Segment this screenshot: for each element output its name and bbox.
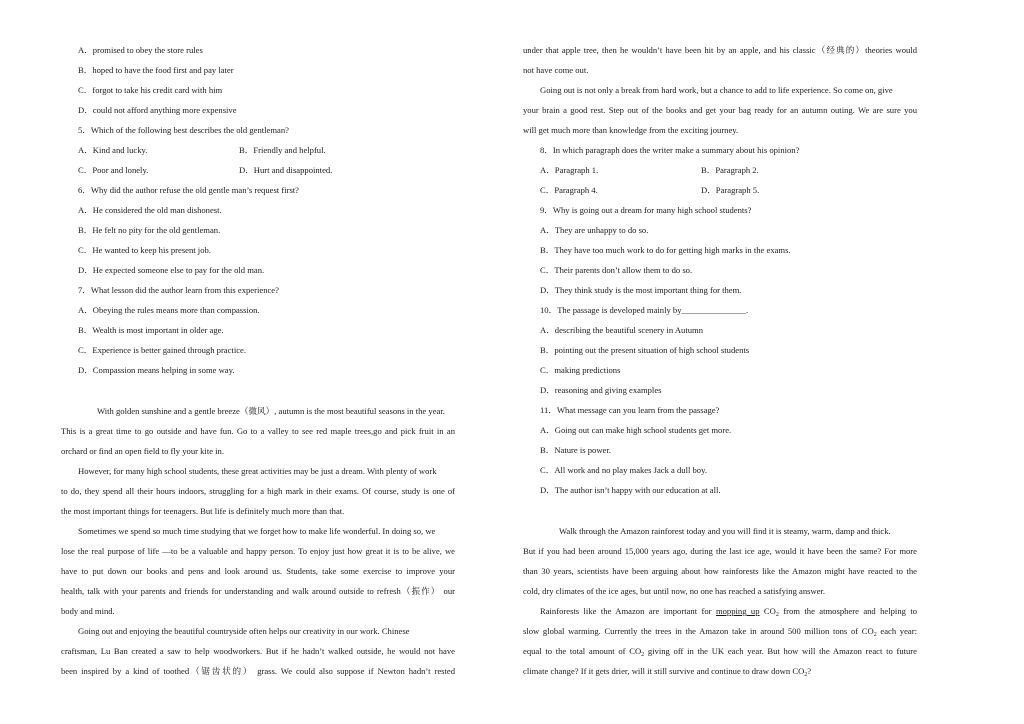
passage-line: body and mind.	[61, 606, 115, 616]
passage2-line	[523, 625, 917, 637]
passage-line: craftsman, Lu Ban created a saw to help woodworkers. But if he hadn’t walked outside, he would not have	[61, 646, 455, 656]
passage-line: However, for many high school students, these great activities may be just a dream. With plenty of work	[78, 466, 437, 476]
q10-answer-blank: _______________.	[681, 305, 749, 315]
passage-line: will get much more than knowledge from the exciting journey.	[523, 125, 739, 135]
passage2-text: from the atmosphere and helping to	[778, 606, 918, 616]
q9-option-a: A．They are unhappy to do so.	[540, 225, 649, 235]
passage2-line	[523, 605, 917, 617]
mopping-up-underlined: mopping up	[715, 606, 760, 616]
passage-line: Going out and enjoying the beautiful countryside often helps our creativity in our work. Chinese	[78, 626, 410, 636]
passage-line: Going out is not only a break from hard work, but a chance to add to life experience. So come on, give	[540, 85, 893, 95]
passage2-text: CO	[759, 606, 776, 616]
q8-option-d: D．Paragraph 5.	[701, 185, 760, 195]
q6-option-c: C．He wanted to keep his present job.	[78, 245, 211, 255]
passage2-line: Walk through the Amazon rainforest today and you will find it is steamy, warm, damp and thick.	[559, 526, 891, 536]
passage-line: lose the real purpose of life —to be a valuable and happy person. To enjoy just how great it is to be alive, we	[61, 546, 455, 556]
q10-option-a: A．describing the beautiful scenery in Autumn	[540, 325, 704, 335]
q7-option-b: B．Wealth is most important in older age.	[78, 325, 224, 335]
q8-option-a: A．Paragraph 1.	[540, 165, 599, 175]
q8-option-c: C．Paragraph 4.	[540, 185, 598, 195]
passage-line: to do, they spend all their hours indoors, struggling for a high mark in their exams. Of course, study is one of	[61, 486, 455, 496]
q10-question-text: 10．The passage is developed mainly by	[540, 305, 682, 315]
passage2-text: giving off in the UK each year. But how will the Amazon react to future	[644, 646, 917, 656]
passage-line: been inspired by a kind of toothed（锯齿状的） grass. We could also suppose if Newton hadn’t rested	[61, 666, 455, 676]
passage2-text: slow global warming. Currently the trees in the Amazon take in around 500 million tons of CO	[523, 626, 874, 636]
passage-line: not have come out.	[523, 65, 589, 75]
q5-option-b: B．Friendly and helpful.	[239, 145, 326, 155]
passage2-line	[523, 645, 917, 657]
passage2-line	[523, 665, 811, 677]
passage-line: This is a great time to go outside and have fun. Go to a valley to see red maple trees,go and pick fruit in an	[61, 426, 455, 436]
passage-line: under that apple tree, then he wouldn’t have been hit by an apple, and his classic（经典的）theories would	[523, 45, 917, 55]
passage-line: health, talk with your parents and friends for understanding and walk around outside to refresh（振作） our	[61, 586, 455, 596]
co2-subscript: 2	[804, 672, 808, 678]
passage-line: the most important things for teenagers. But life is definitely much more than that.	[61, 506, 345, 516]
q8-option-b: B．Paragraph 2.	[701, 165, 759, 175]
passage-line: your brain a good rest. Step out of the books and get your bag ready for an autumn outing. We are sure you	[523, 105, 917, 115]
q11-option-d: D．The author isn’t happy with our education at all.	[540, 485, 721, 495]
q6-option-d: D．He expected someone else to pay for the old man.	[78, 265, 265, 275]
q5-option-a: A．Kind and lucky.	[78, 145, 148, 155]
q5-option-d: D．Hurt and disappointed.	[239, 165, 333, 175]
q7-question: 7．What lesson did the author learn from this experience?	[78, 285, 279, 295]
passage2-text: Rainforests like the Amazon are important for	[540, 606, 716, 616]
q10-option-b: B．pointing out the present situation of high school students	[540, 345, 750, 355]
q4-option-b: B．hoped to have the food first and pay later	[78, 65, 234, 75]
passage2-text: climate change? If it gets drier, will it still survive and continue to draw down CO	[523, 666, 805, 676]
q7-option-a: A．Obeying the rules means more than compassion.	[78, 305, 260, 315]
passage2-line: cold, dry climates of the ice ages, but until now, no one has reached a satisfying answer.	[523, 586, 826, 596]
passage-line: have to put down our books and pens and look around us. Students, take some exercise to improve your	[61, 566, 455, 576]
co2-subscript: 2	[775, 612, 779, 618]
q11-option-a: A．Going out can make high school students get more.	[540, 425, 732, 435]
q10-option-d: D．reasoning and giving examples	[540, 385, 662, 395]
q9-option-b: B．They have too much work to do for getting high marks in the exams.	[540, 245, 791, 255]
passage-line: Sometimes we spend so much time studying that we forget how to make life wonderful. In doing so, we	[78, 526, 436, 536]
q11-question: 11．What message can you learn from the passage?	[540, 405, 720, 415]
q10-question	[523, 304, 748, 316]
q6-question: 6．Why did the author refuse the old gentle man’s request first?	[78, 185, 299, 195]
passage2-line: than 30 years, scientists have been arguing about how rainforests like the Amazon might have reacted to the	[523, 566, 917, 576]
co2-subscript: 2	[873, 632, 877, 638]
passage2-text: ?	[807, 666, 812, 676]
q7-option-c: C．Experience is better gained through practice.	[78, 345, 246, 355]
passage2-text: each year:	[876, 626, 917, 636]
q9-option-d: D．They think study is the most important thing for them.	[540, 285, 742, 295]
passage2-text: equal to the total amount of CO	[523, 646, 642, 656]
q11-option-b: B．Nature is power.	[540, 445, 611, 455]
q5-question: 5．Which of the following best describes the old gentleman?	[78, 125, 289, 135]
q9-question: 9．Why is going out a dream for many high school students?	[540, 205, 752, 215]
q4-option-d: D．could not afford anything more expensive	[78, 105, 237, 115]
q10-option-c: C．making predictions	[540, 365, 621, 375]
q7-option-d: D．Compassion means helping in some way.	[78, 365, 235, 375]
passage-line: orchard or find an open field to fly your kite in.	[61, 446, 224, 456]
q5-option-c: C．Poor and lonely.	[78, 165, 149, 175]
passage2-line: But if you had been around 15,000 years ago, during the last ice age, would it have been the same? For more	[523, 546, 917, 556]
q8-question: 8．In which paragraph does the writer make a summary about his opinion?	[540, 145, 800, 155]
q4-option-c: C．forgot to take his credit card with him	[78, 85, 223, 95]
q6-option-b: B．He felt no pity for the old gentleman.	[78, 225, 221, 235]
q11-option-c: C．All work and no play makes Jack a dull boy.	[540, 465, 707, 475]
q4-option-a: A．promised to obey the store rules	[78, 45, 203, 55]
co2-subscript: 2	[641, 652, 645, 658]
q9-option-c: C．Their parents don’t allow them to do so.	[540, 265, 693, 275]
passage-line: With golden sunshine and a gentle breeze（微风）, autumn is the most beautiful seasons in the year.	[97, 406, 445, 416]
q6-option-a: A．He considered the old man dishonest.	[78, 205, 222, 215]
